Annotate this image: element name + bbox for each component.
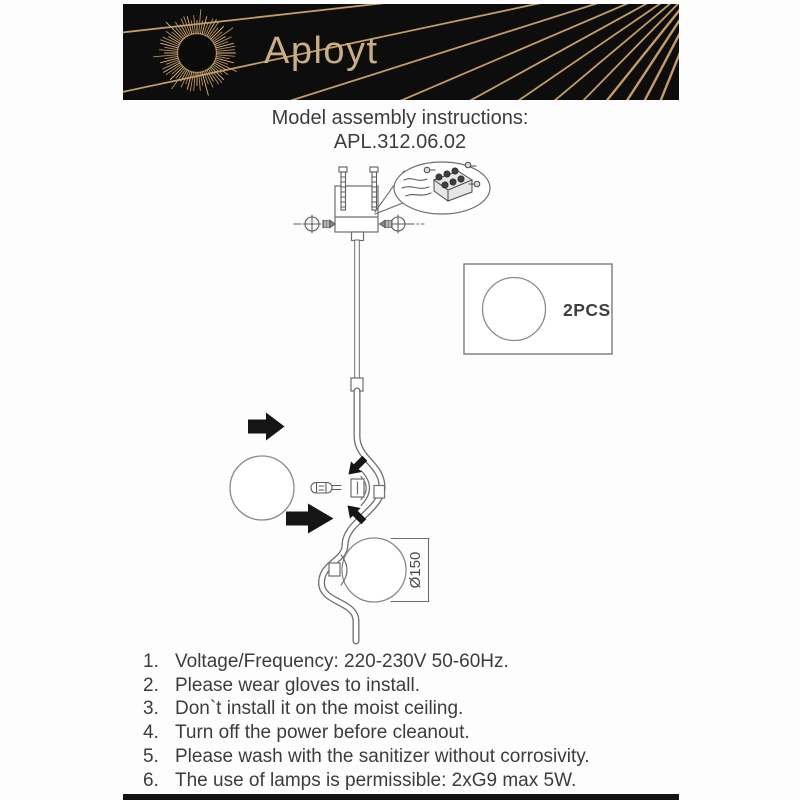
instruction-item [143,721,703,745]
g9-bulb-icon [311,483,341,494]
arrow-right-top-icon [248,413,285,441]
page-title: Model assembly instructions: [271,107,529,129]
footer-banner-edge [123,794,679,800]
instruction-number: 3. [143,698,159,720]
instruction-item [143,745,703,769]
instruction-item [143,769,703,793]
instruction-text: The use of lamps is permissible: 2xG9 max 5W. [175,769,577,791]
parts-box [464,264,612,354]
instruction-item [143,674,703,698]
model-number: APL.312.06.02 [333,131,467,153]
instruction-item [143,650,703,674]
wiring-callout [375,162,490,214]
parts-qty-label: 2PCS [563,300,611,320]
glass-globe-spare [230,456,294,520]
brand-name: Aployt [264,30,379,72]
instruction-text: Please wash with the sanitizer without corrosivity. [175,745,590,767]
diameter-label: Ø150 [407,551,424,589]
instruction-text: Please wear gloves to install. [175,674,421,696]
instruction-number: 4. [143,722,159,744]
instruction-item [143,697,703,721]
instruction-text: Don`t install it on the moist ceiling. [175,698,464,720]
glass-globe-mounted [329,538,406,602]
instruction-text: Turn off the power before cleanout. [175,722,470,744]
instruction-number: 2. [143,674,159,696]
instruction-text: Voltage/Frequency: 220-230V 50-60Hz. [175,651,509,672]
instruction-number: 5. [143,745,159,767]
instruction-number: 6. [143,769,159,791]
instruction-number: 1. [143,651,159,672]
arrow-right-bottom-icon [286,504,334,534]
instructions-list [143,650,703,792]
